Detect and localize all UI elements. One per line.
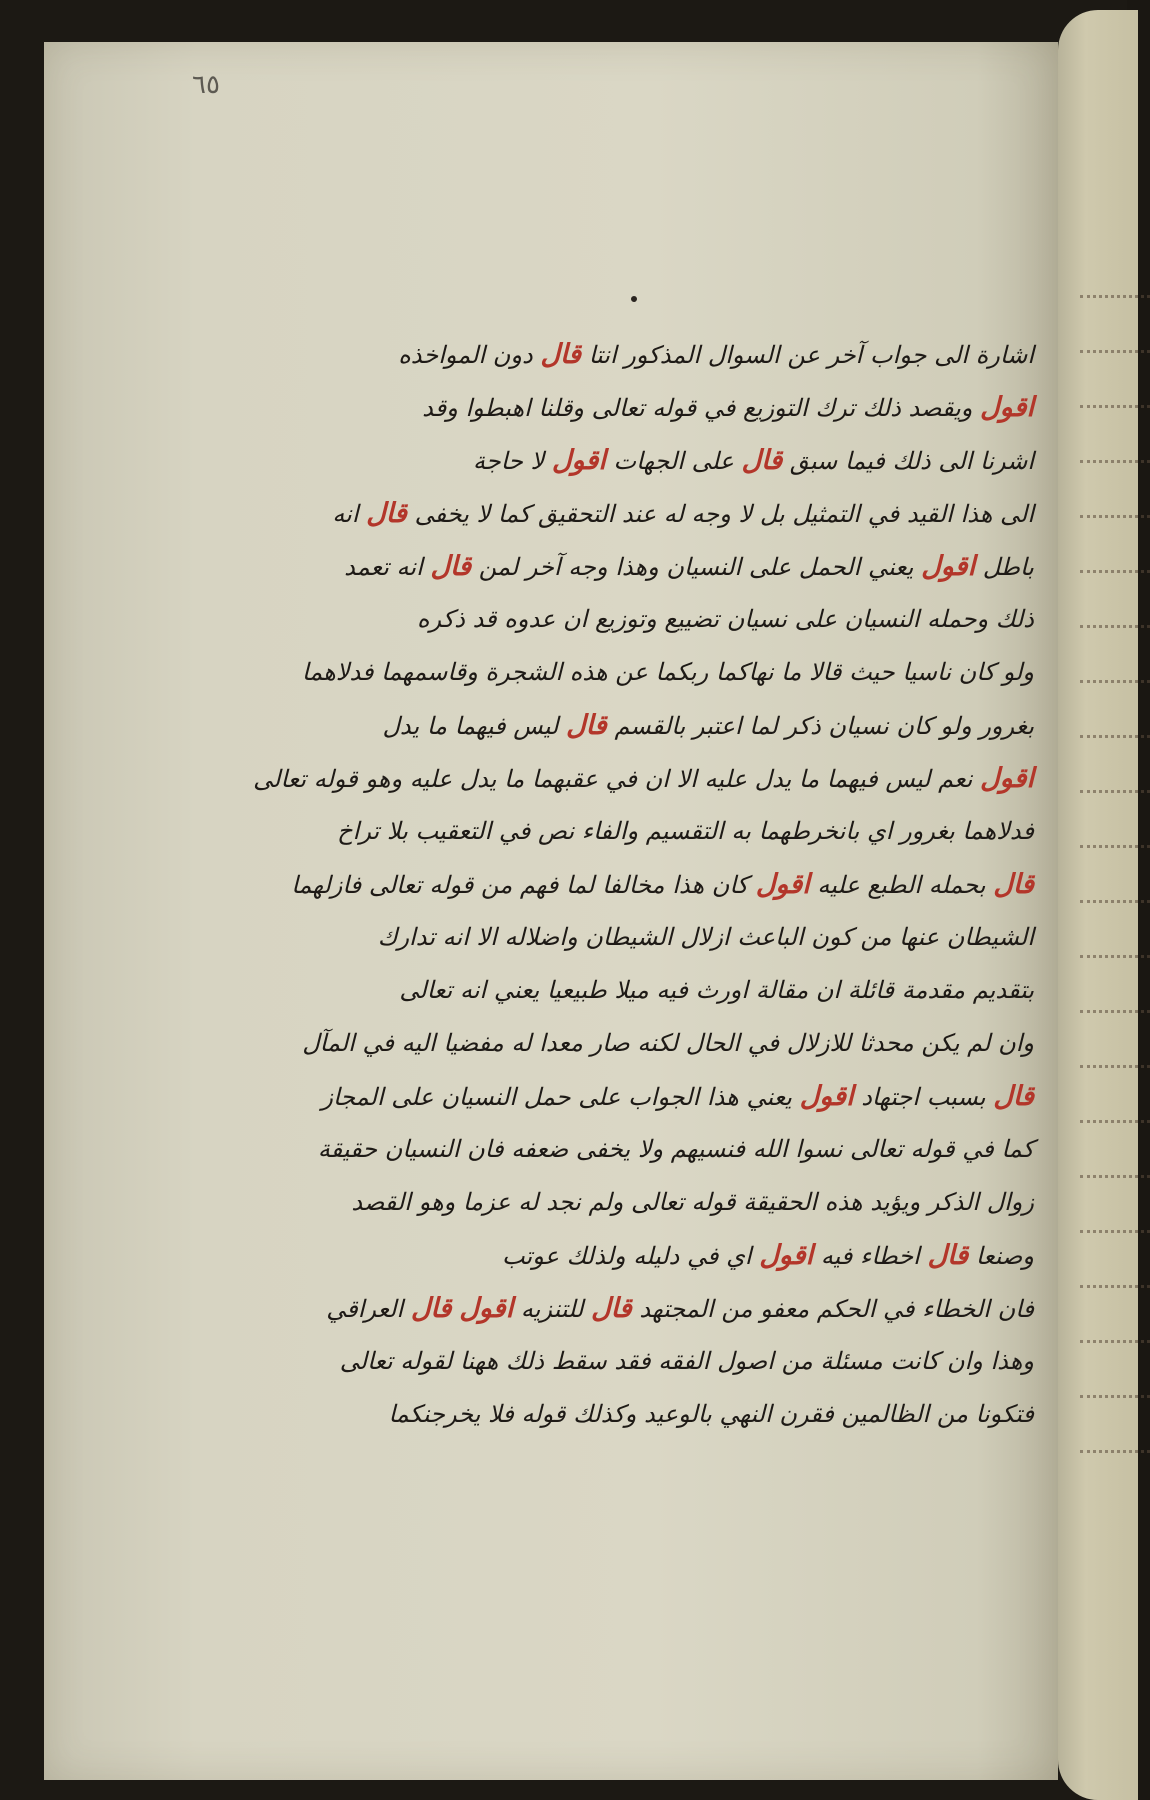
text-line: وهذا وان كانت مسئلة من اصول الفقه فقد سقط ذلك ههنا لقوله تعالى: [339, 1347, 1034, 1375]
text-line: زوال الذكر ويؤيد هذه الحقيقة قوله تعالى ولم نجد له عزما وهو القصد: [351, 1188, 1034, 1216]
facing-page-ink-trace: [1080, 790, 1150, 807]
rubric-word: قال: [430, 551, 472, 582]
ink-dot: [631, 296, 637, 302]
rubric-word: اقول: [755, 869, 810, 900]
rubric-word: قال: [366, 498, 407, 529]
text-line: فان الخطاء في الحكم معفو من المجتهد قال للتنزيه اقول قال العراقي: [326, 1293, 1034, 1324]
text-line: كما في قوله تعالى نسوا الله فنسيهم ولا يخفى ضعفه فان النسيان حقيقة: [317, 1135, 1034, 1163]
manuscript-folio: [44, 42, 1058, 1780]
facing-page-ink-trace: [1080, 680, 1150, 697]
facing-page-ink-trace: [1080, 1395, 1150, 1412]
facing-page-ink-trace: [1080, 570, 1150, 587]
rubric-word: قال: [993, 1081, 1034, 1112]
folio-number: ٦٥: [192, 70, 220, 100]
rubric-word: اقول: [980, 763, 1034, 794]
text-line: الى هذا القيد في التمثيل بل لا وجه له عند التحقيق كما لا يخفى قال انه: [332, 498, 1034, 529]
facing-page-ink-trace: [1080, 1230, 1150, 1247]
facing-page-ink-trace: [1080, 1120, 1150, 1137]
text-line: الشيطان عنها من كون الباعث ازلال الشيطان واضلاله الا انه تدارك: [377, 923, 1034, 951]
rubric-word: اقول: [551, 445, 606, 476]
rubric-word: قال: [927, 1240, 969, 1271]
rubric-word: قال: [410, 1293, 452, 1324]
facing-page-ink-trace: [1080, 1065, 1150, 1082]
facing-page-ink-trace: [1080, 955, 1150, 972]
facing-page-ink-trace: [1080, 900, 1150, 917]
facing-page-ink-trace: [1080, 1285, 1150, 1302]
text-block: [253, 328, 1034, 1441]
text-line: بتقديم مقدمة قائلة ان مقالة اورث فيه ميلا طبيعيا يعني انه تعالى: [399, 976, 1034, 1004]
facing-page-ink-trace: [1080, 1175, 1150, 1192]
facing-page-ink-trace: [1080, 515, 1150, 532]
rubric-word: قال: [591, 1293, 632, 1324]
text-line: اشارة الى جواب آخر عن السوال المذكور انتا قال دون المواخذه: [398, 339, 1034, 370]
text-line: بغرور ولو كان نسيان ذكر لما اعتبر بالقسم قال ليس فيهما ما يدل: [382, 710, 1034, 741]
facing-page-ink-trace: [1080, 1340, 1150, 1357]
rubric-word: قال: [540, 339, 582, 370]
text-line: ولو كان ناسيا حيث قالا ما نهاكما ربكما عن هذه الشجرة وقاسمهما فدلاهما: [301, 658, 1034, 686]
rubric-word: قال: [741, 445, 783, 476]
text-line: اشرنا الى ذلك فيما سبق قال على الجهات اقول لا حاجة: [473, 445, 1034, 476]
facing-page-ink-trace: [1080, 625, 1150, 642]
rubric-word: اقول: [980, 392, 1034, 423]
rubric-word: اقول: [759, 1240, 814, 1271]
text-line: قال بحمله الطبع عليه اقول كان هذا مخالفا لما فهم من قوله تعالى فازلهما: [291, 869, 1034, 900]
facing-page-ink-trace: [1080, 405, 1150, 422]
text-line: قال بسبب اجتهاد اقول يعني هذا الجواب على حمل النسيان على المجاز: [321, 1081, 1034, 1112]
text-line: اقول ويقصد ذلك ترك التوزيع في قوله تعالى وقلنا اهبطوا وقد: [422, 392, 1034, 423]
text-line: وصنعا قال اخطاء فيه اقول اي في دليله ولذلك عوتب: [501, 1240, 1034, 1271]
rubric-word: اقول: [459, 1293, 514, 1324]
text-line: ذلك وحمله النسيان على نسيان تضييع وتوزيع ان عدوه قد ذكره: [416, 605, 1034, 633]
facing-page-ink-trace: [1080, 735, 1150, 752]
facing-page-ink-trace: [1080, 1450, 1150, 1467]
rubric-word: قال: [993, 869, 1034, 900]
text-line: وان لم يكن محدثا للازلال في الحال لكنه صار معدا له مفضيا اليه في المآل: [302, 1029, 1034, 1057]
rubric-word: قال: [566, 710, 607, 741]
facing-page-ink-trace: [1080, 845, 1150, 862]
rubric-word: اقول: [921, 551, 976, 582]
facing-page-ink-trace: [1080, 460, 1150, 477]
text-line: باطل اقول يعني الحمل على النسيان وهذا وجه آخر لمن قال انه تعمد: [344, 551, 1034, 582]
text-line: اقول نعم ليس فيهما ما يدل عليه الا ان في عقبهما ما يدل عليه وهو قوله تعالى: [253, 763, 1034, 794]
facing-page-ink-trace: [1080, 1010, 1150, 1027]
facing-page-edge: [1058, 10, 1138, 1800]
rubric-word: اقول: [799, 1081, 854, 1112]
text-line: فتكونا من الظالمين فقرن النهي بالوعيد وكذلك قوله فلا يخرجنكما: [388, 1400, 1034, 1428]
facing-page-ink-trace: [1080, 295, 1150, 312]
text-line: فدلاهما بغرور اي بانخرطهما به التقسيم والفاء نص في التعقيب بلا تراخ: [337, 817, 1034, 845]
facing-page-ink-trace: [1080, 350, 1150, 367]
